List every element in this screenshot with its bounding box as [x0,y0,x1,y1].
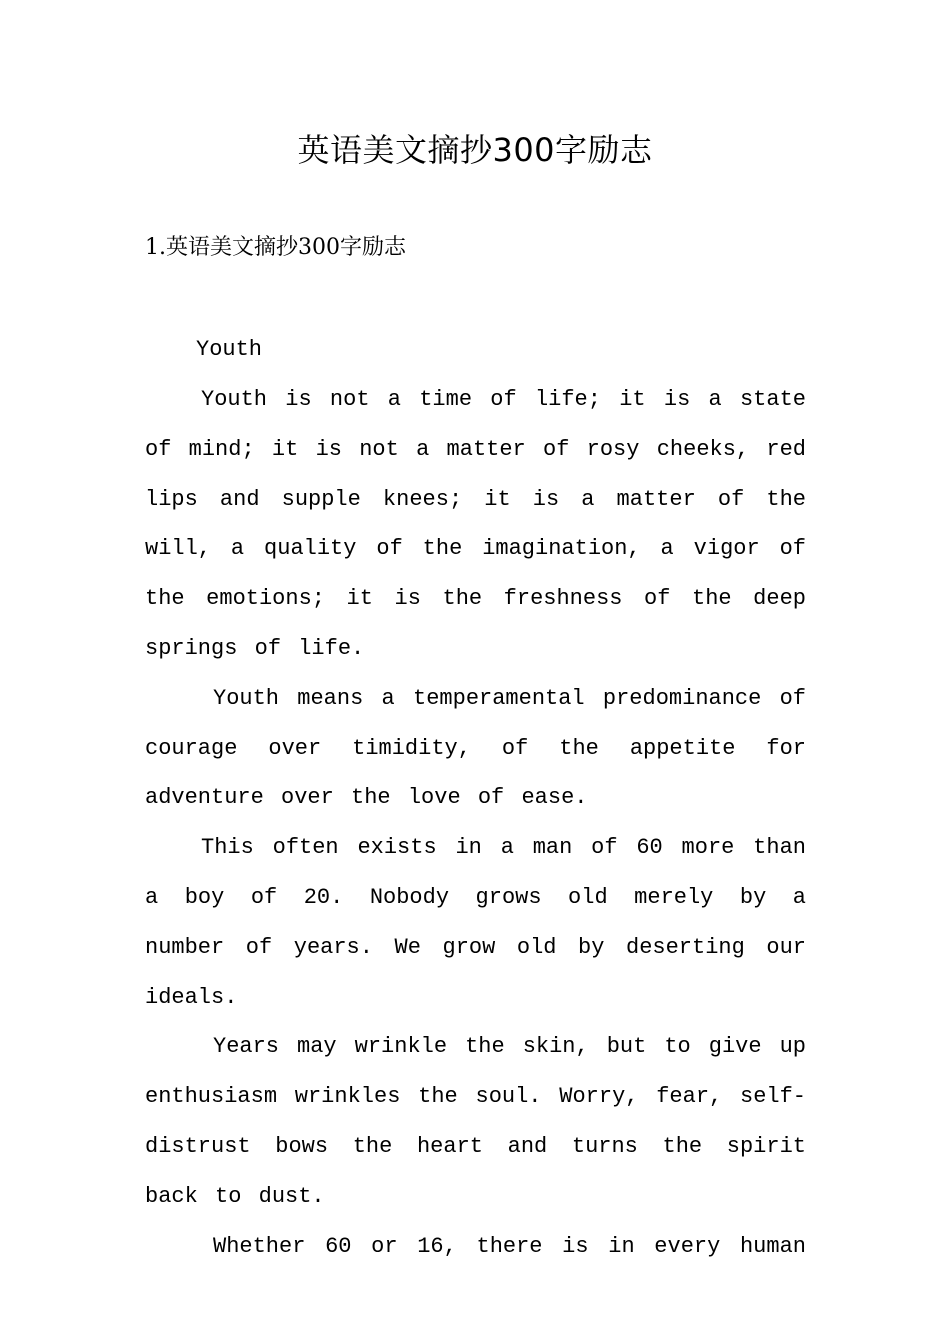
paragraph-4: Years may wrinkle the skin, but to give up enthusiasm wrinkles the soul. Worry, fear, self-distrust bows the heart and turns the spirit back to dust. [145,1034,806,1209]
paragraph-5: Whether 60 or 16, there is in every human [213,1233,806,1259]
document-title: 英语美文摘抄300字励志 [297,131,653,169]
section-heading: 1.英语美文摘抄300字励志 [145,235,406,260]
paragraph-3: This often exists in a man of 60 more than a boy of 20. Nobody grows old merely by a number of years. We grow old by deserting our ideals. [145,835,806,1010]
paragraph-2: Youth means a temperamental predominance of courage over timidity, of the appetite for adventure over the love of ease. [145,685,806,811]
article-body [145,375,806,1271]
paragraph-1: Youth is not a time of life; it is a state of mind; it is not a matter of rosy cheeks, red lips and supple knees; it is a matter of the will, a quality of the imagination, a vigor of the emotions; it is the freshness of the deep springs of life. [145,387,806,661]
poem-title: Youth [196,337,263,362]
